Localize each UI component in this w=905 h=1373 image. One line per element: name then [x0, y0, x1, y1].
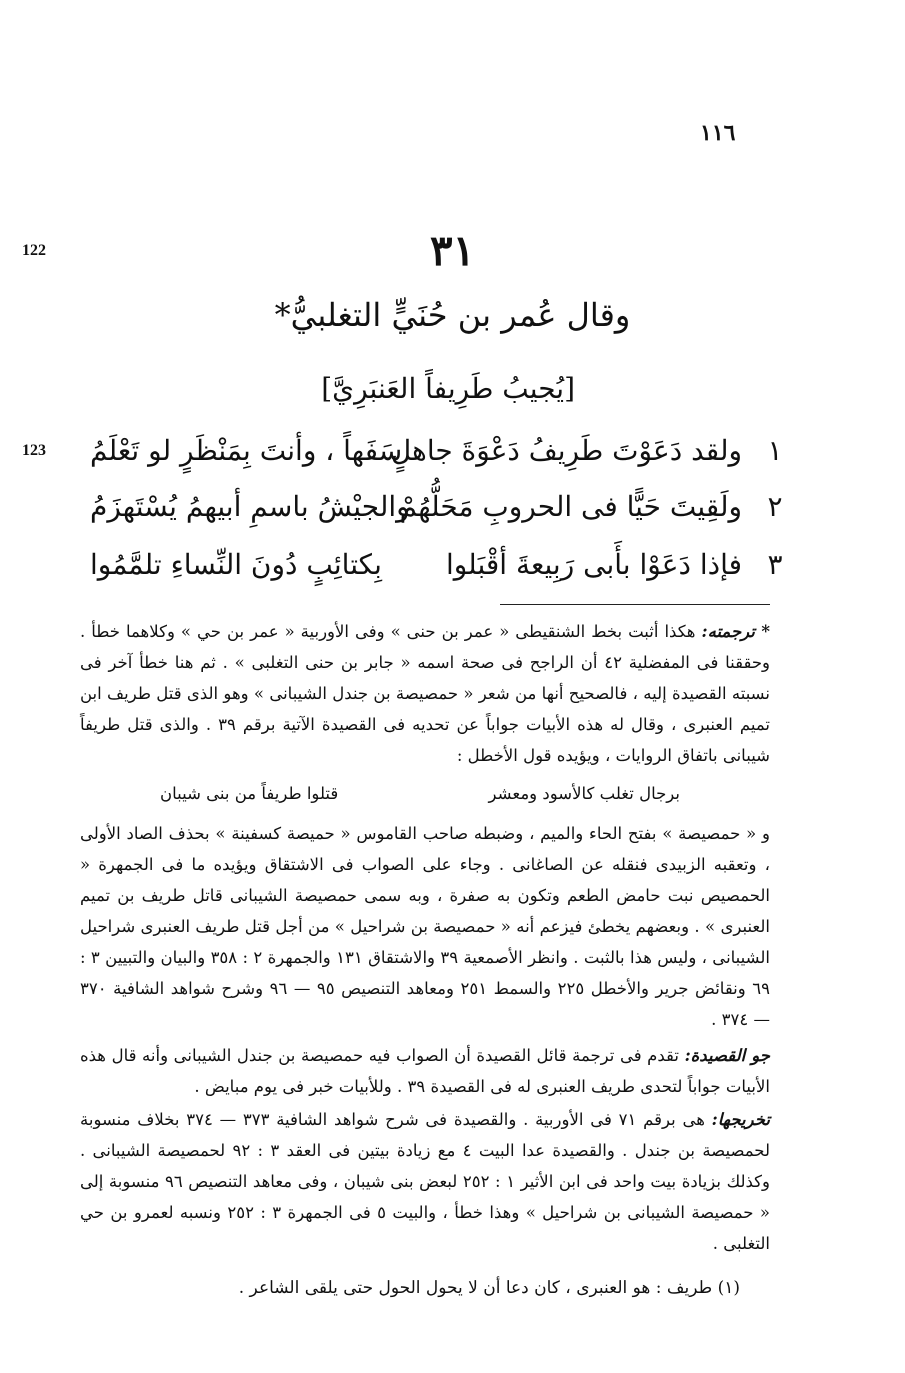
verse-3: [90, 548, 790, 598]
verse-second-hemistich: بِكتائِبٍ دُونَ النِّساءِ تلمَّمُوا: [90, 548, 382, 581]
note-takhrij: [80, 1104, 770, 1259]
verse-first-hemistich: ولَقِيتَ حَيًّا فى الحروبِ مَحَلُّهُمْ: [399, 490, 742, 523]
quote-second-hemistich: قتلوا طريفاً من بنى شيبان: [160, 784, 339, 803]
footnote-1: (١) طريف : هو العنبرى ، كان دعا أن لا يحول الحول حتى يلقى الشاعر .: [238, 1278, 740, 1298]
note-jaw-alqasida: [80, 1040, 770, 1102]
verse-number: ٣: [767, 548, 783, 581]
poem-title: وقال عُمر بن حُنَيٍّ التغلبيُّ*: [274, 296, 631, 334]
notes-divider: [500, 604, 770, 605]
verse-first-hemistich: فإذا دَعَوْا بأَبى رَبِيعةَ أقْبَلوا: [445, 548, 742, 581]
verse-1: [90, 434, 790, 484]
verse-first-hemistich: ولقد دَعَوْتَ طَرِيفُ دَعْوَةَ جاهلٍ: [390, 434, 742, 467]
note-hamsisa: [80, 818, 770, 1035]
note-text: هى برقم ٧١ فى الأوربية . والقصيدة فى شرح شواهد الشافية ٣٧٣ — ٣٧٤ بخلاف منسوبة لحمصيصة بن جندل . والقصيدة عدا البيت ٤ مع زيادة بيتين فى العقد ٣ : ٩٢ لحمصيصة الشيبانى . وكذلك بزيادة بيت واحد فى ابن الأثير ١ : ٢٥٢ لبعض بنى شيبان ، وفى معاهد التنصيص ٩٦ منسوبة إلى « حمصيصة الشيبانى بن شراحيل » وهذا خطأ ، والبيت ٥ فى الجمهرة ٣ : ٢٥٢ ونسبه لعمرو بن حي التغلبى .: [80, 1110, 770, 1253]
quote-first-hemistich: برجال تغلب كالأسود ومعشر: [488, 784, 680, 803]
note-label: * ترجمته:: [701, 622, 770, 641]
verse-number: ١: [767, 434, 783, 467]
poem-subtitle: [يُجيبُ طَرِيفاً العَنبَرِيَّ]: [321, 372, 575, 405]
verse-2: [90, 490, 790, 540]
page-number: ١١٦: [700, 120, 736, 146]
verse-second-hemistich: والجيْشُ باسمِ أبيهمُ يُسْتَهزَمُ: [90, 490, 410, 523]
note-tarjama: [80, 616, 770, 771]
verse-second-hemistich: سَفَهاً ، وأنتَ بِمَنْظَرٍ لو تَعْلَمُ: [90, 434, 403, 467]
verse-number: ٢: [767, 490, 783, 523]
note-text: و « حمصيصة » بفتح الحاء والميم ، وضبطه صاحب القاموس « حميصة كسفينة » بحذف الصاد الأولى ، وتعقبه الزبيدى فنقله عن الصاغانى . وجاء على الصواب فى الاشتقاق ويؤيده ما فى الجمهرة « الحمصيص نبت حامض الطعم وتكون به صفرة ، وبه سمى حمصيصة الشيبانى قاتل طريف بن تميم العنبرى » . وبعضهم يخطئ فيزعم أنه « حمصيصة بن شراحيل » من أجل قتل طريف العنبرى شراحيل الشيبانى ، وليس هذا بالثبت . وانظر الأصمعية ٣٩ والاشتقاق ١٣١ والجمهرة ٢ : ٣٥٨ والبيان والتبيين ٣ : ٦٩ ونقائض جرير والأخطل ٢٢٥ والسمط ٢٥١ ومعاهد التنصيص ٩٥ — ٩٦ وشرح شواهد الشافية ٣٧٠ — ٣٧٤ .: [80, 824, 770, 1029]
poem-number: ٣١: [429, 226, 476, 275]
note-label: تخريجها:: [711, 1110, 770, 1129]
margin-number-122: 122: [22, 242, 46, 259]
note-label: جو القصيدة:: [684, 1046, 770, 1065]
note-text: هكذا أثبت بخط الشنقيطى « عمر بن حنى » وفى الأوربية « عمر بن حي » وكلاهما خطأ . وحققنا فى المفضلية ٤٢ أن الراجح فى صحة اسمه « جابر بن حنى التغلبى » . ثم هنا خطأ آخر فى نسبته القصيدة إليه ، فالصحيح أنها من شعر « حمصيصة بن جندل الشيبانى » وهو الذى قتل طريف ابن تميم العنبرى ، وقال له هذه الأبيات جواباً عن تحديه فى القصيدة الآتية برقم ٣٩ . والذى قتل طريفاً شيبانى باتفاق الروايات ، ويؤيده قول الأخطل :: [80, 622, 771, 765]
margin-number-123: 123: [22, 442, 46, 459]
note-text: تقدم فى ترجمة قائل القصيدة أن الصواب فيه حمصيصة بن جندل الشيبانى وأنه قال هذه الأبيات جواباً لتحدى طريف العنبرى له فى القصيدة ٣٩ . وللأبيات خبر فى يوم مبايض .: [80, 1046, 770, 1096]
